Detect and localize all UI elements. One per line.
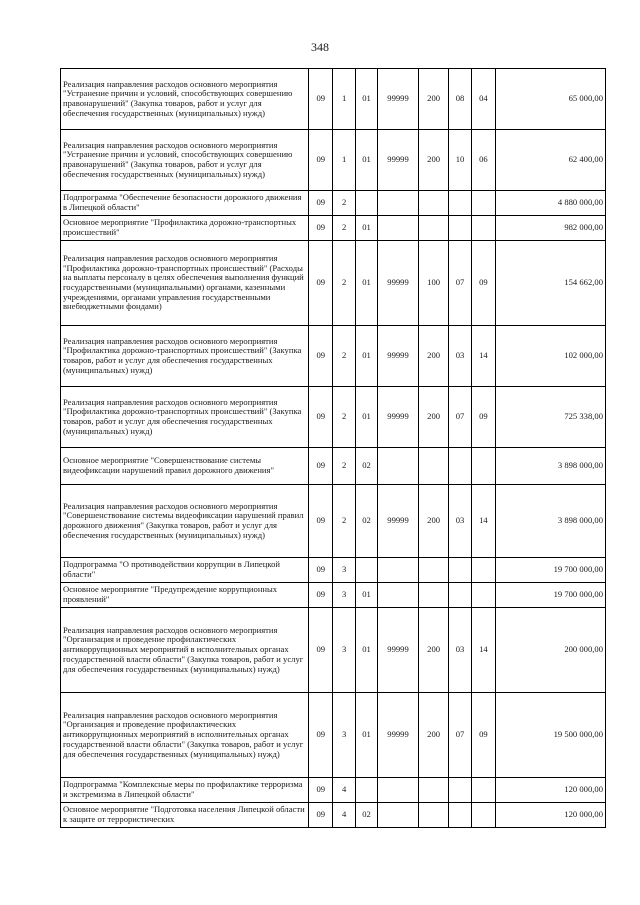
expense-type-code (418, 558, 449, 583)
direction-code: 99999 (378, 241, 419, 326)
table-row (61, 387, 606, 448)
page-number: 348 (311, 40, 329, 54)
main-activity-code: 01 (355, 583, 377, 608)
subsection-code (471, 778, 495, 803)
section-code (449, 778, 471, 803)
row-name: Реализация направления расходов основного мероприятия "Совершенствование системы видеофиксации нарушений правил дорожного движения" (Закупка товаров, работ и услуг для обеспечения государственных (муниципальных) нужд) (61, 485, 309, 558)
main-activity-code: 01 (355, 693, 377, 778)
subsection-code: 09 (471, 241, 495, 326)
table-row (61, 558, 606, 583)
expense-type-code: 200 (418, 69, 449, 130)
table-row (61, 485, 606, 558)
subprogram-code: 2 (333, 191, 355, 216)
program-code: 09 (309, 448, 333, 485)
expense-type-code: 100 (418, 241, 449, 326)
row-name: Основное мероприятие "Подготовка населения Липецкой области к защите от террористических (61, 803, 309, 828)
table-row (61, 778, 606, 803)
subprogram-code: 2 (333, 485, 355, 558)
subprogram-code: 3 (333, 693, 355, 778)
expense-type-code: 200 (418, 485, 449, 558)
amount: 982 000,00 (496, 216, 606, 241)
subprogram-code: 2 (333, 216, 355, 241)
subprogram-code: 1 (333, 130, 355, 191)
program-code: 09 (309, 803, 333, 828)
section-code (449, 216, 471, 241)
expense-type-code (418, 583, 449, 608)
main-activity-code: 01 (355, 326, 377, 387)
subprogram-code: 3 (333, 558, 355, 583)
section-code: 10 (449, 130, 471, 191)
main-activity-code (355, 558, 377, 583)
subsection-code: 14 (471, 326, 495, 387)
program-code: 09 (309, 485, 333, 558)
section-code: 08 (449, 69, 471, 130)
subprogram-code: 2 (333, 448, 355, 485)
subsection-code (471, 191, 495, 216)
subsection-code: 14 (471, 608, 495, 693)
subsection-code: 14 (471, 485, 495, 558)
expense-type-code: 200 (418, 387, 449, 448)
table-row (61, 693, 606, 778)
main-activity-code (355, 191, 377, 216)
amount: 725 338,00 (496, 387, 606, 448)
main-activity-code (355, 778, 377, 803)
main-activity-code: 01 (355, 608, 377, 693)
main-activity-code: 01 (355, 130, 377, 191)
section-code: 03 (449, 485, 471, 558)
program-code: 09 (309, 387, 333, 448)
amount: 19 700 000,00 (496, 583, 606, 608)
expense-type-code: 200 (418, 130, 449, 191)
section-code (449, 191, 471, 216)
subprogram-code: 2 (333, 387, 355, 448)
main-activity-code: 02 (355, 803, 377, 828)
program-code: 09 (309, 216, 333, 241)
direction-code (378, 803, 419, 828)
section-code (449, 448, 471, 485)
amount: 3 898 000,00 (496, 485, 606, 558)
subprogram-code: 4 (333, 803, 355, 828)
program-code: 09 (309, 608, 333, 693)
section-code (449, 583, 471, 608)
program-code: 09 (309, 130, 333, 191)
table-row (61, 130, 606, 191)
main-activity-code: 01 (355, 241, 377, 326)
direction-code: 99999 (378, 485, 419, 558)
section-code: 03 (449, 608, 471, 693)
subprogram-code: 4 (333, 778, 355, 803)
table-row (61, 216, 606, 241)
row-name: Основное мероприятие "Профилактика дорожно-транспортных происшествий" (61, 216, 309, 241)
expense-type-code (418, 216, 449, 241)
subsection-code (471, 558, 495, 583)
direction-code: 99999 (378, 130, 419, 191)
amount: 62 400,00 (496, 130, 606, 191)
program-code: 09 (309, 241, 333, 326)
direction-code (378, 216, 419, 241)
direction-code: 99999 (378, 387, 419, 448)
direction-code: 99999 (378, 693, 419, 778)
row-name: Реализация направления расходов основного мероприятия "Профилактика дорожно-транспортных происшествий" (Расходы на выплаты персоналу в целях обеспечения выполнения функций государственными (муниципальными) органами, казенными учреждениями, органами управления государственными внебюджетными фондами) (61, 241, 309, 326)
main-activity-code: 01 (355, 216, 377, 241)
program-code: 09 (309, 558, 333, 583)
section-code: 07 (449, 241, 471, 326)
direction-code (378, 448, 419, 485)
row-name: Подпрограмма "Обеспечение безопасности дорожного движения в Липецкой области" (61, 191, 309, 216)
direction-code: 99999 (378, 69, 419, 130)
row-name: Подпрограмма "Комплексные меры по профилактике терроризма и экстремизма в Липецкой области" (61, 778, 309, 803)
subprogram-code: 2 (333, 326, 355, 387)
row-name: Реализация направления расходов основного мероприятия "Устранение причин и условий, способствующих совершению правонарушений" (Закупка товаров, работ и услуг для обеспечения государственных (муниципальных) нужд) (61, 69, 309, 130)
main-activity-code: 02 (355, 448, 377, 485)
row-name: Реализация направления расходов основного мероприятия "Организация и проведение профилактических антикоррупционных мероприятий в исполнительных органах государственной власти области" (Закупка товаров, работ и услуг для обеспечения государственных (муниципальных) нужд) (61, 608, 309, 693)
row-name: Реализация направления расходов основного мероприятия "Организация и проведение профилактических антикоррупционных мероприятий в исполнительных органах государственной власти области" (Закупка товаров, работ и услуг для обеспечения государственных (муниципальных) нужд) (61, 693, 309, 778)
main-activity-code: 01 (355, 69, 377, 130)
direction-code (378, 191, 419, 216)
row-name: Реализация направления расходов основного мероприятия "Профилактика дорожно-транспортных происшествий" (Закупка товаров, работ и услуг для обеспечения государственных (муниципальных) нужд) (61, 387, 309, 448)
table-row (61, 583, 606, 608)
table-row (61, 69, 606, 130)
direction-code (378, 558, 419, 583)
row-name: Основное мероприятие "Предупреждение коррупционных проявлений" (61, 583, 309, 608)
subsection-code: 09 (471, 387, 495, 448)
direction-code: 99999 (378, 326, 419, 387)
subsection-code: 06 (471, 130, 495, 191)
subprogram-code: 1 (333, 69, 355, 130)
row-name: Реализация направления расходов основного мероприятия "Устранение причин и условий, способствующих совершению правонарушений" (Закупка товаров, работ и услуг для обеспечения государственных (муниципальных) нужд) (61, 130, 309, 191)
program-code: 09 (309, 326, 333, 387)
amount: 19 700 000,00 (496, 558, 606, 583)
amount: 65 000,00 (496, 69, 606, 130)
table-body (61, 69, 606, 828)
expense-type-code (418, 191, 449, 216)
subsection-code (471, 216, 495, 241)
program-code: 09 (309, 778, 333, 803)
section-code (449, 558, 471, 583)
expense-type-code (418, 778, 449, 803)
section-code (449, 803, 471, 828)
subsection-code: 09 (471, 693, 495, 778)
amount: 120 000,00 (496, 803, 606, 828)
amount: 200 000,00 (496, 608, 606, 693)
expense-type-code: 200 (418, 326, 449, 387)
amount: 102 000,00 (496, 326, 606, 387)
row-name: Подпрограмма "О противодействии коррупции в Липецкой области" (61, 558, 309, 583)
subprogram-code: 3 (333, 608, 355, 693)
table-row (61, 191, 606, 216)
section-code: 03 (449, 326, 471, 387)
subsection-code (471, 448, 495, 485)
program-code: 09 (309, 69, 333, 130)
expense-type-code: 200 (418, 608, 449, 693)
table-row (61, 326, 606, 387)
main-activity-code: 02 (355, 485, 377, 558)
table-row (61, 803, 606, 828)
amount: 4 880 000,00 (496, 191, 606, 216)
amount: 3 898 000,00 (496, 448, 606, 485)
amount: 120 000,00 (496, 778, 606, 803)
program-code: 09 (309, 583, 333, 608)
table-row (61, 241, 606, 326)
table-row (61, 608, 606, 693)
main-activity-code: 01 (355, 387, 377, 448)
expense-type-code (418, 803, 449, 828)
expense-type-code (418, 448, 449, 485)
row-name: Основное мероприятие "Совершенствование системы видеофиксации нарушений правил дорожного движения" (61, 448, 309, 485)
direction-code: 99999 (378, 608, 419, 693)
row-name: Реализация направления расходов основного мероприятия "Профилактика дорожно-транспортных происшествий" (Закупка товаров, работ и услуг для обеспечения государственных (муниципальных) нужд) (61, 326, 309, 387)
section-code: 07 (449, 387, 471, 448)
direction-code (378, 778, 419, 803)
subsection-code (471, 803, 495, 828)
subsection-code (471, 583, 495, 608)
amount: 19 500 000,00 (496, 693, 606, 778)
expense-type-code: 200 (418, 693, 449, 778)
section-code: 07 (449, 693, 471, 778)
subprogram-code: 2 (333, 241, 355, 326)
amount: 154 662,00 (496, 241, 606, 326)
program-code: 09 (309, 191, 333, 216)
program-code: 09 (309, 693, 333, 778)
subprogram-code: 3 (333, 583, 355, 608)
budget-table (60, 68, 606, 828)
subsection-code: 04 (471, 69, 495, 130)
direction-code (378, 583, 419, 608)
table-row (61, 448, 606, 485)
